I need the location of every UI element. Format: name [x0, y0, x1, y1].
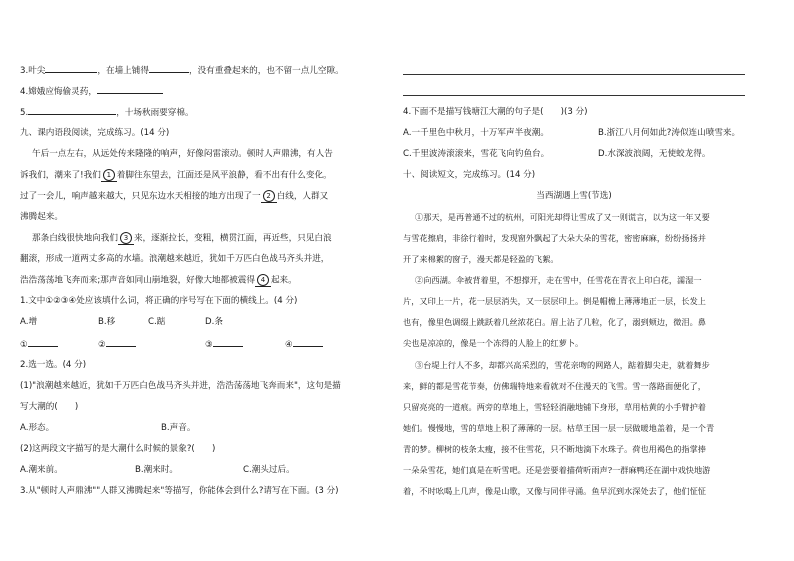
blank-marker-2: 2 [261, 192, 277, 203]
question-4-fill: 4.嫦娥应悔偷灵药， [20, 84, 163, 98]
passage-line: 她们。慢慢地，雪的草地上积了薄薄的一层。枯草王国一层一层做暖地盖着，是一个青 [403, 423, 715, 433]
question-1-prompt: 1.文中①②③④处应该填什么词，将正确的序号写在下面的横线上。(4 分) [20, 296, 298, 306]
word-option: C.踮 [148, 317, 166, 327]
passage-line: 与雪花擦肩，非徐行着时，发现窗外飘起了大朵大朵的雪花，密密麻麻，纷纷扬扬并 [403, 233, 706, 243]
answer-blank[interactable] [149, 63, 189, 73]
passage-line: 尖也是凉凉的，像是一个冻得的人脸上的红萝卜。 [403, 338, 584, 348]
passage-line: 着，不时吆喝上几声，像是山歌，又像与同伴寻涌。鱼早沉到水深处去了，他们怔怔 [403, 486, 706, 496]
answer-slot-2: ② [98, 337, 136, 351]
passage-line: 诉我们，潮来了!我们 1 着脚往东望去，江面还是风平浪静，看不出有什么变化。 [20, 170, 332, 181]
choice-option[interactable]: A.形态。 [20, 423, 55, 433]
choice-option[interactable]: A.潮来前。 [20, 465, 63, 475]
choice-option[interactable]: B.浙江八月何如此?涛似连山喷雪来。 [598, 128, 741, 138]
passage-line: ①那天，是再普通不过的杭州，可阳光却得让雪成了又一则谎言，以为这一年又要 [415, 212, 710, 222]
passage-title: 当西湖遇上雪(节选) [536, 191, 612, 201]
answer-line[interactable] [403, 95, 745, 96]
section-10-heading: 十、阅读短文，完成练习。(14 分) [403, 170, 536, 180]
answer-blank[interactable] [293, 337, 323, 347]
passage-line: 沸腾起来。 [20, 212, 63, 222]
answer-blank[interactable] [28, 337, 58, 347]
passage-line: 片，又印上一片，花一层层消失，又一层层印上。倒是帽檐上薄薄地正一层，长发上 [403, 296, 706, 306]
answer-blank[interactable] [45, 63, 97, 73]
word-option: D.条 [205, 317, 223, 327]
passage-line: 过了一会儿，响声越来越大，只见东边水天相接的地方出现了一 2 白线，人群又 [20, 191, 329, 202]
answer-line[interactable] [403, 74, 745, 75]
passage-line: 午后一点左右，从远处传来隆隆的响声，好像闷雷滚动。顿时人声鼎沸，有人告 [32, 149, 333, 159]
passage-line: 那条白线很快地向我们 3 来，逐渐拉长，变粗，横贯江面，再近些，只见白浪 [32, 233, 332, 244]
choice-option[interactable]: C.潮头过后。 [243, 465, 295, 475]
passage-line: 也有，像里色调缀上跳跃着几丝浓花白。眉上沾了几粒，化了，溺到颊边，微泪。鼻 [403, 317, 706, 327]
question-3-prompt: 3.从"顿时人声鼎沸""人群又沸腾起来"等描写，你能体会到什么?请写在下面。(3 分) [20, 486, 339, 496]
answer-slot-3: ③ [205, 337, 243, 351]
answer-blank[interactable] [213, 337, 243, 347]
answer-slot-4: ④ [285, 337, 323, 351]
answer-blank[interactable] [28, 105, 116, 115]
answer-blank[interactable] [97, 84, 163, 94]
passage-line: 翻滚，形成一道两丈多高的水墙。浪潮越来越近，犹如千万匹白色战马齐头并进， [20, 254, 330, 264]
passage-line: 只留亮亮的一道痕。两旁的草地上，雪轻轻消融地铺下身形，草用枯黄的小手臂护着 [403, 402, 706, 412]
word-option: A.增 [20, 317, 38, 327]
blank-marker-1: 1 [101, 171, 117, 182]
passage-line: 来，鲜的都是雪花节奏，仿佛瑞特地来看就对不住漫天的飞雪。雪一落路面便化了， [403, 381, 706, 391]
passage-line: 开了来棉絮的窗子，漫天都是轻盈的飞絮。 [403, 254, 559, 264]
question-2-1-prompt-cont: 写大潮的( ) [20, 402, 79, 412]
question-2-1-prompt: (1)"浪潮越来越近，犹如千万匹白色战马齐头并进，浩浩荡荡地飞奔而来"，这句是描 [20, 381, 341, 391]
passage-line: ②向西湖。伞被背着里，不想撑开，走在雪中，任雪花在青衣上印白花，濡湿一 [415, 275, 702, 285]
question-4-prompt: 4.下面不是描写钱塘江大潮的句子是( )(3 分) [403, 107, 588, 117]
question-3-fill: 3.叶尖 ，在墙上铺得 ，没有重叠起来的，也不留一点儿空隙。 [20, 63, 344, 77]
choice-option[interactable]: D.水深波浪阔，无使蛟龙得。 [598, 149, 711, 159]
choice-option[interactable]: C.千里波涛滚滚来，雪花飞向钓鱼台。 [403, 149, 550, 159]
passage-line: 一朵朵雪花，她们真是在听雪吧。还是尝要着描荷听雨声?一群麻鸭还在湖中戏快地游 [403, 465, 711, 475]
passage-line: ③台堤上行人不多，却都兴高采烈的，雪花亲吻的网路人，踮着脚尖走，就着舞步 [415, 360, 710, 370]
section-9-heading: 九、课内语段阅读，完成练习。(14 分) [20, 128, 170, 138]
blank-marker-4: 4 [255, 276, 271, 287]
choice-option[interactable]: A.一千里色中秋月，十万军声半夜潮。 [403, 128, 549, 138]
choice-option[interactable]: B.潮来时。 [135, 465, 179, 475]
answer-slot-1: ① [20, 337, 58, 351]
answer-blank[interactable] [106, 337, 136, 347]
choice-option[interactable]: B.声音。 [161, 423, 196, 433]
question-2-prompt: 2.选一选。(4 分) [20, 360, 87, 370]
passage-line: 浩浩荡荡地飞奔而来;那声音如同山崩地裂，好像大地都被震得 4 起来。 [20, 275, 297, 286]
blank-marker-3: 3 [118, 234, 134, 245]
question-5-fill: 5. ，十场秋雨要穿棉。 [20, 105, 194, 119]
question-2-2-prompt: (2)这两段文字描写的是大潮什么时候的景象?( ) [20, 444, 216, 454]
passage-line: 青的梦。柳树的枝条太瘦，接不住雪花，只不断地滴下水珠子。荷也用褐色的指掌捧 [403, 444, 706, 454]
word-option: B.移 [98, 317, 116, 327]
